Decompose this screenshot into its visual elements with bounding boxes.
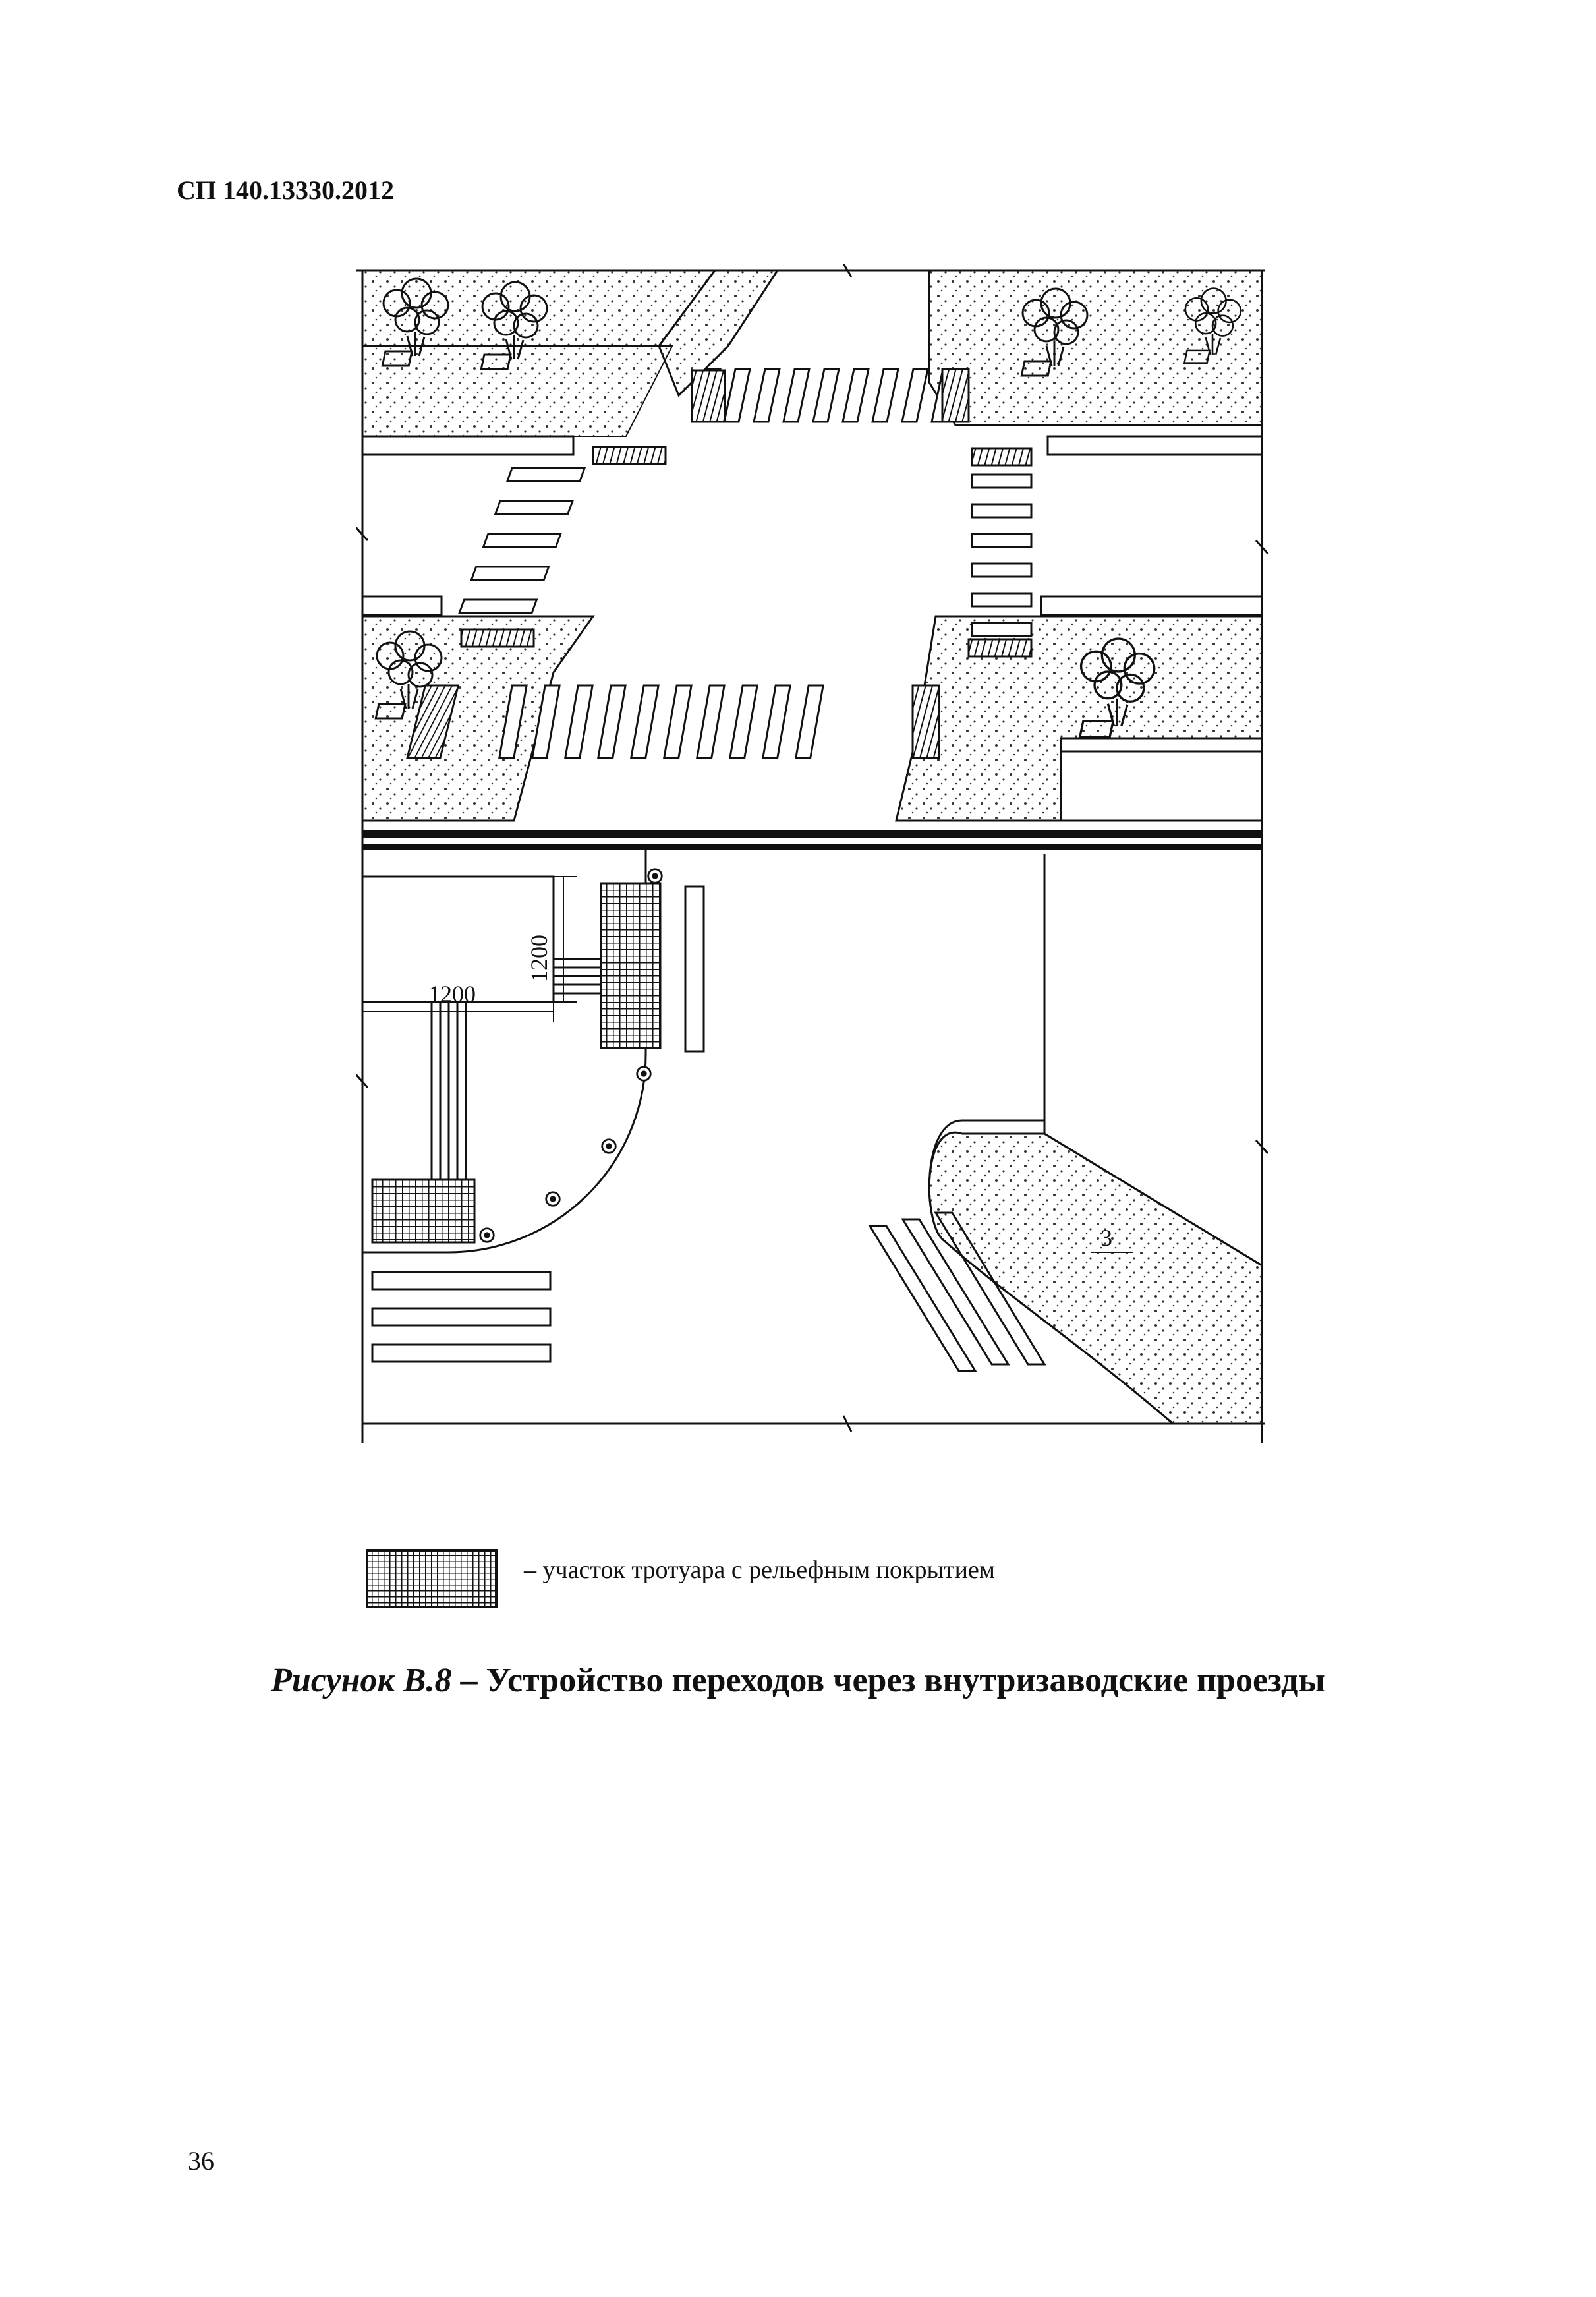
legend-tactile-swatch bbox=[366, 1549, 498, 1608]
building-block bbox=[1061, 751, 1262, 821]
document-code: СП 140.13330.2012 bbox=[177, 175, 394, 205]
caption-label: Рисунок В.8 bbox=[271, 1662, 452, 1699]
guide-strip-horizontal bbox=[554, 959, 601, 993]
curb-top-right bbox=[1048, 436, 1262, 455]
guide-strip-vertical bbox=[432, 1002, 466, 1180]
divider-rails bbox=[362, 830, 1262, 850]
crosswalk-top bbox=[695, 369, 957, 422]
curb-top-left bbox=[362, 436, 573, 455]
tactile-strip bbox=[461, 629, 534, 647]
bollard-icon bbox=[637, 1067, 651, 1081]
tactile-strip bbox=[972, 448, 1031, 465]
callout-number: 3 bbox=[1100, 1225, 1112, 1251]
dimension-horizontal: 1200 bbox=[428, 981, 476, 1007]
dimension-vertical: 1200 bbox=[526, 935, 552, 982]
curb-mid-left bbox=[362, 596, 442, 615]
tactile-strip bbox=[969, 639, 1031, 656]
caption-text: – Устройство переходов через внутризаводские проезды bbox=[451, 1662, 1325, 1699]
tactile-strip bbox=[692, 370, 725, 422]
crosswalk-bottom bbox=[499, 685, 823, 758]
tactile-strip bbox=[593, 447, 666, 464]
sidewalk-top-left-lower bbox=[362, 346, 672, 436]
crosswalk-right bbox=[972, 475, 1031, 636]
tactile-paving bbox=[601, 883, 660, 1048]
crosswalk-lower-left bbox=[372, 1272, 550, 1362]
tactile-paving bbox=[372, 1180, 474, 1242]
figure-caption bbox=[0, 1661, 1596, 1700]
bollard-icon bbox=[546, 1192, 560, 1206]
curb-mid-right bbox=[1041, 596, 1262, 615]
sidewalk-lower-right bbox=[929, 1132, 1262, 1424]
bollard-icon bbox=[602, 1140, 616, 1153]
page-number: 36 bbox=[188, 2146, 214, 2176]
tactile-strip bbox=[913, 685, 939, 758]
crosswalk-left bbox=[459, 468, 584, 613]
crossing-plan-drawing bbox=[356, 264, 1278, 1450]
tactile-strip bbox=[942, 369, 969, 422]
legend-text: – участок тротуара с рельефным покрытием bbox=[524, 1556, 995, 1584]
bollard-icon bbox=[648, 869, 662, 883]
bollard-icon bbox=[480, 1229, 494, 1242]
